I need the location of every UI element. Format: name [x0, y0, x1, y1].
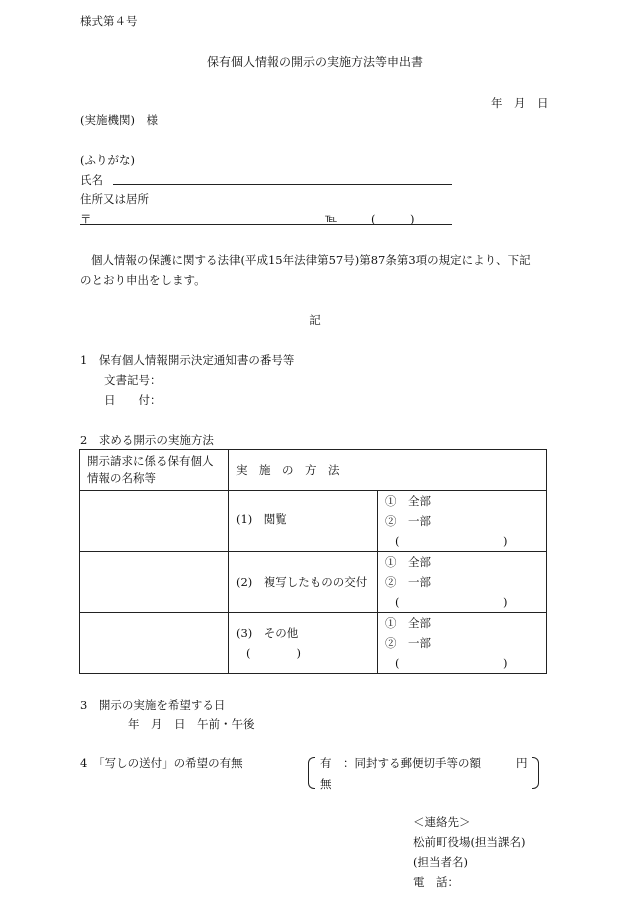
contact-person: (担当者名) [413, 855, 468, 869]
method-cell [229, 613, 378, 674]
form-number: 様式第４号 [80, 14, 138, 28]
option-all[interactable]: ① 全部 [385, 555, 431, 569]
date-line: 年 月 日 [491, 96, 549, 110]
table-row [80, 491, 547, 552]
disclosure-method-table [79, 449, 547, 674]
col-header-line: 開示請求に係る保有個人 [87, 454, 214, 468]
method-label: (1) 閲覧 [236, 512, 287, 526]
doc-date-label: 日 付： [104, 393, 162, 407]
col-header-method: 実 施 の 方 法 [229, 450, 547, 491]
options-cell [378, 552, 547, 613]
option-detail[interactable]: ( ) [395, 534, 508, 548]
postal-mark: 〒 [80, 212, 92, 226]
right-bracket [532, 757, 539, 789]
page-title: 保有個人情報の開示の実施方法等申出書 [206, 55, 423, 69]
table-header-row [80, 450, 547, 491]
contact-office: 松前町役場(担当課名) [413, 835, 526, 849]
options-cell [378, 491, 547, 552]
section3-heading: 3 開示の実施を希望する日 [80, 698, 226, 712]
tel-icon: ℡ [325, 211, 338, 225]
info-name-cell[interactable] [80, 491, 229, 552]
section2-heading: 2 求める開示の実施方法 [80, 433, 214, 447]
doc-number-label: 文書記号： [104, 373, 162, 387]
left-bracket [308, 757, 315, 789]
method-sub-paren[interactable]: ( ) [246, 646, 301, 660]
addressee: (実施機関) 様 [80, 113, 158, 127]
section3-date-line: 年 月 日 午前・午後 [128, 717, 255, 731]
info-name-cell[interactable] [80, 613, 229, 674]
ki-heading: 記 [309, 313, 321, 327]
option-detail[interactable]: ( ) [395, 595, 508, 609]
address-label: 住所又は居所 [80, 192, 149, 206]
address-field-line[interactable] [80, 224, 452, 225]
options-cell [378, 613, 547, 674]
col-header-line: 情報の名称等 [87, 471, 156, 485]
option-all[interactable]: ① 全部 [385, 616, 431, 630]
option-partial[interactable]: ② 一部 [385, 575, 431, 589]
option-all[interactable]: ① 全部 [385, 494, 431, 508]
name-field-line[interactable] [113, 184, 452, 185]
section1-heading: 1 保有個人情報開示決定通知書の番号等 [80, 353, 295, 367]
tel-paren: ( ) [371, 212, 415, 226]
option-partial[interactable]: ② 一部 [385, 514, 431, 528]
method-cell [229, 491, 378, 552]
furigana-label: (ふりがな) [80, 153, 135, 167]
body-text-line-1: 個人情報の保護に関する法律(平成15年法律第57号)第87条第3項の規定により、下記 [91, 253, 531, 267]
yen-label: 円 [516, 756, 528, 770]
method-label: (2) 複写したものの交付 [236, 575, 368, 589]
yes-option[interactable]: 有 ：同封する郵便切手等の額 [320, 756, 481, 770]
no-option[interactable]: 無 [320, 777, 332, 791]
section4-heading: 4 「写しの送付」の希望の有無 [80, 756, 243, 770]
name-label: 氏名 [80, 173, 103, 187]
option-detail[interactable]: ( ) [395, 656, 508, 670]
body-text-line-2: のとおり申出をします。 [80, 273, 206, 287]
info-name-cell[interactable] [80, 552, 229, 613]
table-row [80, 613, 547, 674]
contact-phone: 電 話： [413, 875, 459, 889]
contact-heading: ＜連絡先＞ [413, 815, 471, 829]
col-header-info-name [80, 450, 229, 491]
method-label: (3) その他 [236, 626, 299, 640]
method-cell [229, 552, 378, 613]
option-partial[interactable]: ② 一部 [385, 636, 431, 650]
table-row [80, 552, 547, 613]
